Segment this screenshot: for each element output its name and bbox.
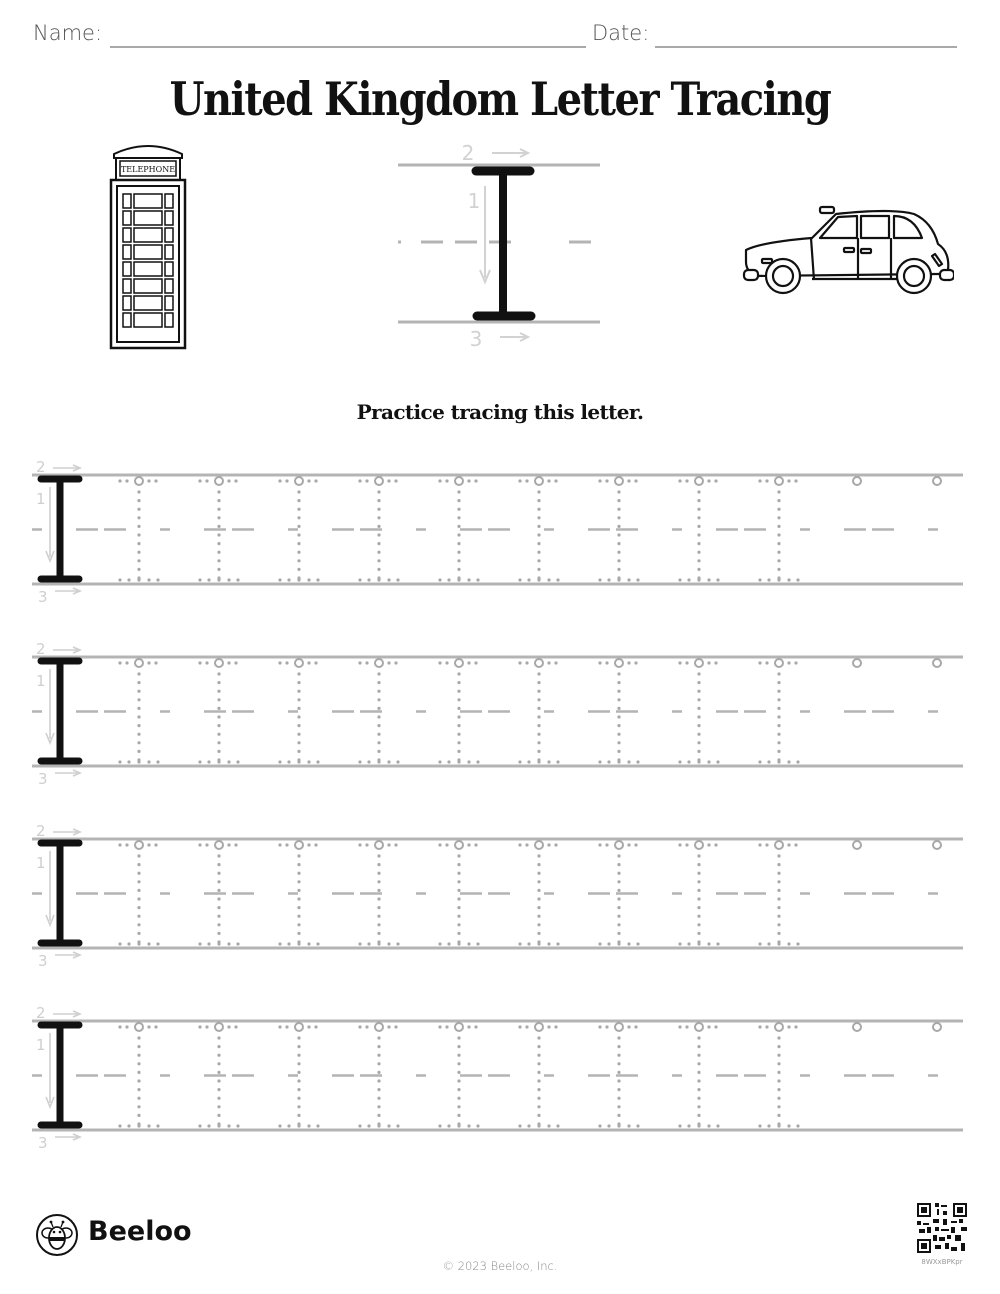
qr-code-label: 8WXxBPKpr (921, 1258, 963, 1266)
practice-row[interactable] (0, 455, 1000, 604)
date-label: Date: (592, 21, 650, 45)
practice-row[interactable] (0, 637, 1000, 786)
beeloo-logo-icon (35, 1213, 79, 1257)
date-field[interactable] (655, 46, 957, 48)
dotted-letter (278, 841, 319, 946)
stroke-number-1: 1 (36, 854, 46, 872)
copyright: © 2023 Beeloo, Inc. (442, 1259, 558, 1273)
telephone-sign: TELEPHONE (120, 165, 176, 174)
taxi-cab-icon (742, 200, 954, 298)
stroke-number-2: 2 (36, 640, 46, 658)
example-letter (41, 661, 79, 761)
stroke-number-3: 3 (38, 1134, 48, 1150)
practice-row[interactable] (0, 819, 1000, 968)
qr-code[interactable] (917, 1203, 967, 1253)
dotted-letter (678, 841, 719, 946)
start-marker (933, 841, 941, 849)
stroke-number-1: 1 (36, 1036, 46, 1054)
stroke-number-2: 2 (461, 141, 475, 165)
dotted-letter (678, 1023, 719, 1128)
telephone-box-icon (108, 140, 188, 352)
stroke-number-3: 3 (469, 327, 483, 351)
instruction-text: Practice tracing this letter. (356, 400, 644, 424)
name-field[interactable] (110, 46, 586, 48)
start-marker (933, 1023, 941, 1031)
example-letter (41, 479, 79, 579)
start-marker (853, 477, 861, 485)
stroke-number-1: 1 (36, 672, 46, 690)
model-letter-guide (396, 138, 602, 356)
stroke-number-3: 3 (38, 770, 48, 786)
brand-name: Beeloo (88, 1216, 192, 1247)
dotted-letter (678, 477, 719, 582)
start-marker (933, 477, 941, 485)
stroke-number-2: 2 (36, 1004, 46, 1022)
start-marker (853, 1023, 861, 1031)
start-marker (853, 841, 861, 849)
example-letter (41, 1025, 79, 1125)
start-marker (933, 659, 941, 667)
dotted-letter (278, 477, 319, 582)
name-label: Name: (33, 21, 103, 45)
stroke-number-1: 1 (467, 189, 481, 213)
dotted-letter (678, 659, 719, 764)
stroke-number-2: 2 (36, 822, 46, 840)
example-letter (41, 843, 79, 943)
practice-row[interactable] (0, 1001, 1000, 1150)
dotted-letter (278, 659, 319, 764)
page-title: United Kingdom Letter Tracing (169, 72, 831, 127)
start-marker (853, 659, 861, 667)
stroke-number-3: 3 (38, 952, 48, 968)
stroke-number-3: 3 (38, 588, 48, 604)
dotted-letter (278, 1023, 319, 1128)
stroke-number-1: 1 (36, 490, 46, 508)
stroke-number-2: 2 (36, 458, 46, 476)
